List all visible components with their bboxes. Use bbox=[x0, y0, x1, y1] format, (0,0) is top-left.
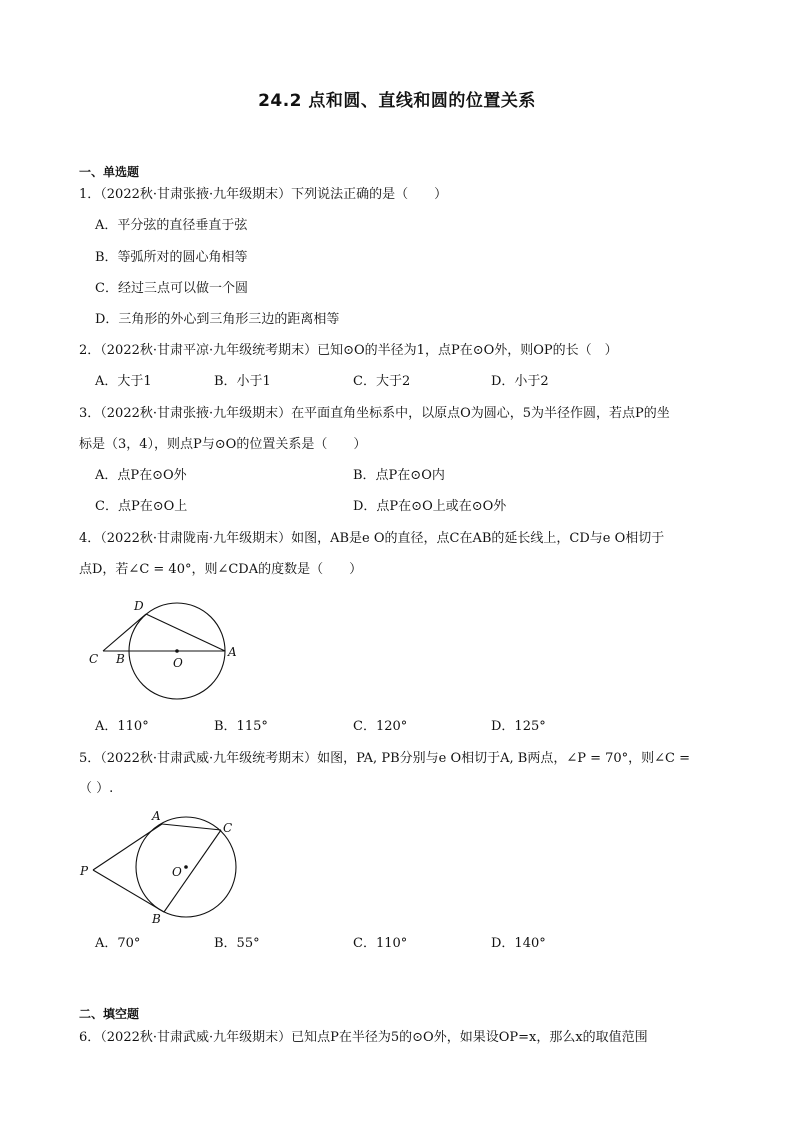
question-2-option-c: C．大于2 bbox=[353, 374, 411, 389]
question-5-stem-line1: 5．（2022秋·甘肃武威·九年级统考期末）如图，PA, PB分别与e O相切于A, B两点，∠P = 70°，则∠C = bbox=[79, 751, 691, 766]
question-2-option-b: B．小于1 bbox=[214, 374, 271, 389]
question-4-option-b: B．115° bbox=[214, 719, 268, 734]
question-2-option-a: A．大于1 bbox=[95, 374, 152, 389]
label-o: O bbox=[173, 656, 183, 670]
question-6-stem: 6．（2022秋·甘肃武威·九年级期末）已知点P在半径为5的⊙O外，如果设OP=x，那么x的取值范围 bbox=[79, 1030, 648, 1045]
tangent-pb bbox=[93, 870, 164, 912]
question-5-option-b: B．55° bbox=[214, 936, 260, 951]
question-3-stem-line1: 3．（2022秋·甘肃张掖·九年级期末）在平面直角坐标系中，以原点O为圆心，5为半径作圆，若点P的坐 bbox=[79, 406, 670, 421]
question-4-figure bbox=[85, 595, 255, 705]
tangent-pa bbox=[93, 824, 162, 870]
label-b: B bbox=[152, 912, 161, 926]
label-b: B bbox=[116, 652, 125, 666]
question-3-option-b: B．点P在⊙O内 bbox=[353, 468, 445, 483]
question-3-option-c: C．点P在⊙O上 bbox=[95, 499, 188, 514]
label-a: A bbox=[228, 645, 237, 659]
question-5-stem-line2: （ ）. bbox=[79, 781, 114, 796]
page-title: 24.2 点和圆、直线和圆的位置关系 bbox=[258, 91, 536, 111]
question-1-option-b: B．等弧所对的圆心角相等 bbox=[95, 250, 248, 265]
question-5-option-d: D．140° bbox=[491, 936, 546, 951]
center-point-o bbox=[175, 649, 179, 653]
question-1-stem: 1．（2022秋·甘肃张掖·九年级期末）下列说法正确的是（ ） bbox=[79, 187, 448, 202]
question-4-option-a: A．110° bbox=[95, 719, 149, 734]
question-5-option-a: A．70° bbox=[95, 936, 141, 951]
question-1-option-a: A．平分弦的直径垂直于弦 bbox=[95, 218, 248, 233]
question-4-stem-line2: 点D，若∠C = 40°，则∠CDA的度数是（ ） bbox=[79, 562, 363, 577]
center-point-o bbox=[184, 865, 188, 869]
question-3-option-d: D．点P在⊙O上或在⊙O外 bbox=[353, 499, 507, 514]
question-4-stem-line1: 4．（2022秋·甘肃陇南·九年级期末）如图，AB是e O的直径，点C在AB的延长线上，CD与e O相切于 bbox=[79, 531, 665, 546]
question-5-figure bbox=[75, 805, 245, 930]
label-a: A bbox=[152, 809, 161, 823]
label-c: C bbox=[223, 821, 233, 835]
question-2-option-d: D．小于2 bbox=[491, 374, 549, 389]
question-1-option-d: D．三角形的外心到三角形三边的距离相等 bbox=[95, 312, 340, 327]
question-3-option-a: A．点P在⊙O外 bbox=[95, 468, 187, 483]
question-4-option-d: D．125° bbox=[491, 719, 546, 734]
section-title-single-choice: 一、单选题 bbox=[79, 165, 140, 179]
question-4-option-c: C．120° bbox=[353, 719, 408, 734]
label-o: O bbox=[172, 865, 182, 879]
label-c: C bbox=[89, 652, 99, 666]
question-1-option-c: C．经过三点可以做一个圆 bbox=[95, 281, 248, 296]
question-2-stem: 2．（2022秋·甘肃平凉·九年级统考期末）已知⊙O的半径为1，点P在⊙O外，则OP的长（ ） bbox=[79, 343, 618, 358]
section-title-fill-blank: 二、填空题 bbox=[79, 1007, 140, 1021]
question-3-stem-line2: 标是（3，4），则点P与⊙O的位置关系是（ ） bbox=[79, 437, 367, 452]
label-d: D bbox=[134, 599, 144, 613]
question-5-option-c: C．110° bbox=[353, 936, 408, 951]
tangent-cd bbox=[103, 614, 146, 651]
label-p: P bbox=[80, 864, 89, 878]
